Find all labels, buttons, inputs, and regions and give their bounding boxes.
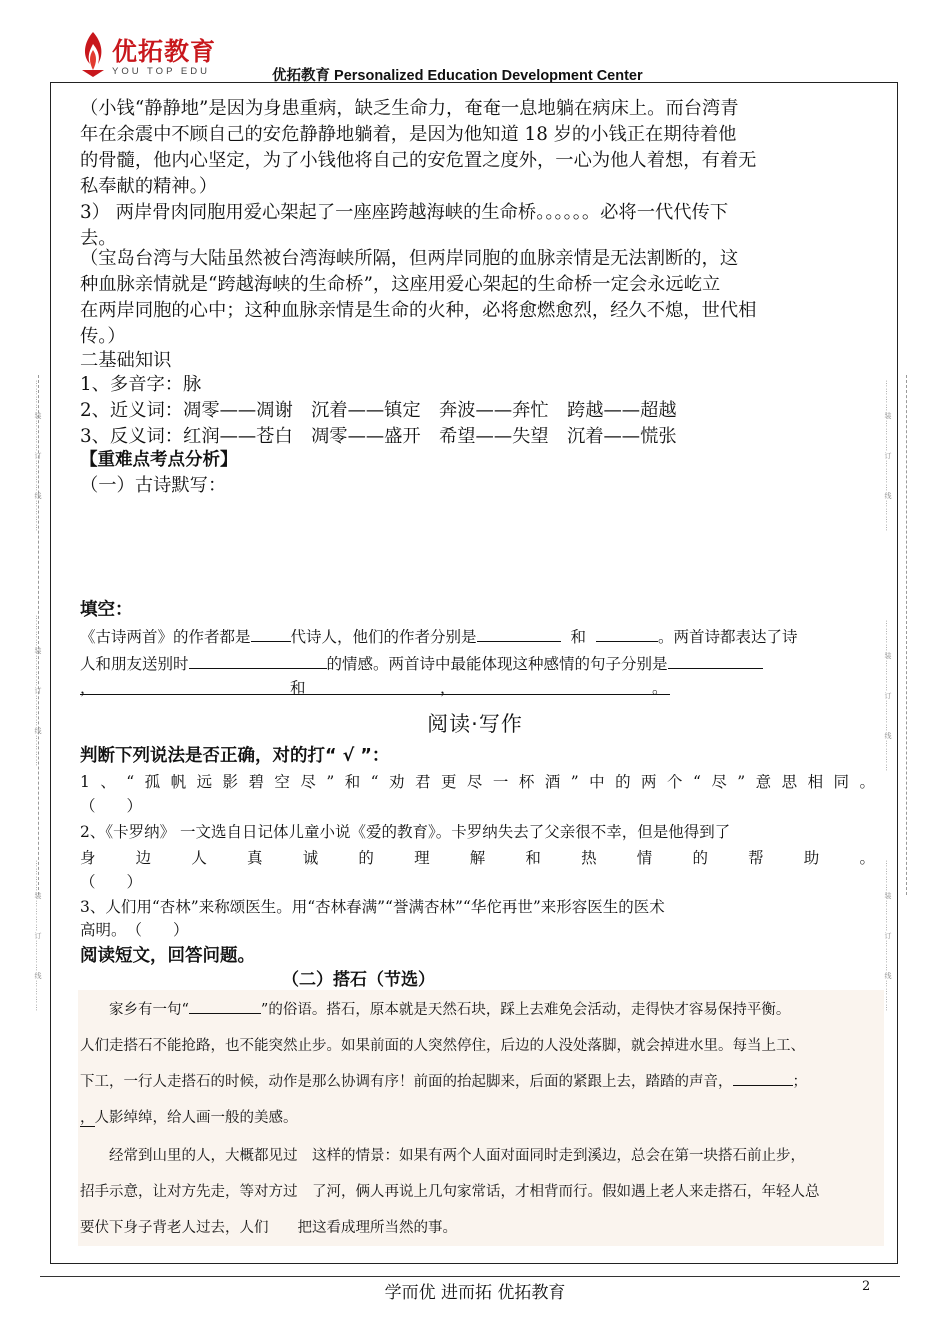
text-line: 种血脉亲情就是“跨越海峡的生命桥”，这座用爱心架起的生命桥一定会永远屹立 bbox=[80, 274, 721, 295]
fill-text: 《古诗两首》的作者都是 bbox=[80, 628, 251, 646]
fill-text: 。 bbox=[652, 679, 668, 697]
brand-logo bbox=[78, 28, 238, 84]
footer-rule bbox=[40, 1276, 900, 1277]
flame-logo-icon bbox=[78, 28, 108, 78]
passage-text: ； bbox=[792, 1074, 807, 1090]
fill-heading: 填空： bbox=[80, 600, 133, 620]
answer-blank[interactable] bbox=[596, 623, 658, 642]
answer-blank[interactable] bbox=[251, 623, 291, 642]
binding-label-right-3: …………装…………订…………线………… bbox=[884, 860, 892, 1012]
passage-line bbox=[80, 998, 886, 1019]
answer-blank[interactable] bbox=[189, 650, 327, 669]
judge-question-3: 3、人们用“杏林”来称颂医生。用“杏林春满”“誉满杏林”“华佗再世”来形容医生的医术 bbox=[80, 898, 665, 916]
judge-answer-paren: （ ） bbox=[80, 797, 143, 815]
fill-text: 。两首诗都表达了诗 bbox=[658, 628, 798, 646]
answer-blank[interactable] bbox=[189, 999, 261, 1014]
text-line: 私奉献的精神。） bbox=[80, 176, 218, 197]
passage-line: 要伏下身子背老人过去，人们 把这看成理所当然的事。 bbox=[80, 1220, 457, 1236]
passage-text: 人影绰绰，给人画一般的美感。 bbox=[94, 1110, 298, 1126]
fill-text: 的情感。两首诗中最能体现这种感情的句子分别是 bbox=[326, 655, 668, 673]
answer-blank[interactable] bbox=[80, 676, 670, 695]
section-title: 阅读·写作 bbox=[427, 712, 523, 736]
judge-answer-paren: （ ） bbox=[80, 873, 143, 891]
fill-line-2 bbox=[80, 650, 875, 677]
passage-title: （二）搭石（节选） bbox=[282, 970, 435, 990]
section-heading-basics: 二基础知识 bbox=[80, 350, 172, 371]
judge-question-1: 1、“孤帆远影碧空尽”和“劝君更尽一杯酒”中的两个“尽”意思相同。 bbox=[80, 773, 875, 791]
fill-text: 代诗人，他们的作者分别是 bbox=[290, 628, 477, 646]
binding-label-left-1: …………装…………订…………线………… bbox=[34, 380, 42, 532]
reading-heading: 阅读短文，回答问题。 bbox=[80, 946, 255, 966]
passage-text: ”的俗语。搭石，原本就是天然石块，踩上去难免会活动，走得快才容易保持平衡。 bbox=[260, 1002, 791, 1018]
text-line: 1、多音字：脉 bbox=[80, 374, 202, 395]
text-line: 2、近义词：凋零——凋谢 沉着——镇定 奔波——奔忙 跨越——超越 bbox=[80, 400, 677, 421]
passage-text: 下工，一行人走搭石的时候，动作是那么协调有序！前面的抬起脚来，后面的紧跟上去，踏踏的声音， bbox=[80, 1074, 733, 1090]
fill-text: 和 bbox=[290, 679, 306, 697]
text-line: 3） 两岸骨肉同胞用爱心架起了一座座跨越海峡的生命桥。。。。。。必将一代代传下 bbox=[80, 202, 729, 223]
text-line: 去。 bbox=[80, 228, 117, 249]
fill-text: ， bbox=[80, 679, 96, 697]
text-line: 在两岸同胞的心中；这种血脉亲情是生命的火种，必将愈燃愈烈，经久不熄，世代相 bbox=[80, 300, 757, 321]
fill-line-1 bbox=[80, 623, 875, 650]
passage-text: 家乡有一句“ bbox=[80, 1002, 189, 1018]
logo-text-en: YOU TOP EDU bbox=[112, 66, 210, 77]
passage-line: 人们走搭石不能抢路，也不能突然止步。如果前面的人突然停住，后边的人没处落脚，就会掉进水里。每当上工、 bbox=[80, 1038, 805, 1054]
text-line: （宝岛台湾与大陆虽然被台湾海峡所隔，但两岸同胞的血脉亲情是无法割断的，这 bbox=[80, 248, 739, 269]
logo-text-cn: 优拓教育 bbox=[112, 37, 217, 66]
fill-text: ， bbox=[440, 679, 456, 697]
answer-blank[interactable] bbox=[733, 1071, 793, 1086]
header-title: 优拓教育 Personalized Education Development Center bbox=[272, 68, 643, 84]
judge-heading: 判断下列说法是否正确，对的打“ √ ”： bbox=[80, 746, 390, 766]
passage-line bbox=[80, 1070, 886, 1091]
poem-heading: （一）古诗默写： bbox=[80, 475, 227, 496]
analysis-heading: 【重难点考点分析】 bbox=[80, 450, 238, 470]
passage-line bbox=[80, 1106, 886, 1127]
binding-label-left-2: …………装…………订…………线………… bbox=[34, 615, 42, 767]
text-line: 传。） bbox=[80, 326, 126, 347]
page-number: 2 bbox=[862, 1279, 871, 1294]
passage-line: 经常到山里的人，大概都见过 这样的情景：如果有两个人面对面同时走到溪边，总会在第一块搭石前止步， bbox=[80, 1148, 805, 1164]
binding-label-left-3: …………装…………订…………线………… bbox=[34, 860, 42, 1012]
judge-question-2-cont: 身边人真诚的理解和热情的帮助。 bbox=[80, 849, 875, 867]
passage-line: 招手示意，让对方先走，等对方过 了河，俩人再说上几句家常话，才相背而行。假如遇上老人来走搭石，年轻人总 bbox=[80, 1184, 820, 1200]
binding-line-right bbox=[906, 375, 917, 895]
judge-question-3-cont: 高明。 （ ） bbox=[80, 921, 189, 939]
answer-blank[interactable] bbox=[477, 623, 561, 642]
binding-label-right-1: …………装…………订…………线………… bbox=[884, 380, 892, 532]
fill-text: 人和朋友送别时 bbox=[80, 655, 189, 673]
text-line: 的骨髓，他内心坚定，为了小钱他将自己的安危置之度外，一心为他人着想，有着无 bbox=[80, 150, 757, 171]
answer-blank[interactable] bbox=[668, 650, 763, 669]
text-line: 年在余震中不顾自己的安危静静地躺着，是因为他知道 18 岁的小钱正在期待着他 bbox=[80, 124, 737, 145]
passage-text: ， bbox=[80, 1110, 95, 1126]
fill-text: 和 bbox=[570, 628, 587, 646]
judge-question-2: 2、《卡罗纳》 一文选自日记体儿童小说《爱的教育》。卡罗纳失去了父亲很不幸，但是他得到了 bbox=[80, 823, 731, 841]
text-line: （小钱“静静地”是因为身患重病，缺乏生命力，奄奄一息地躺在病床上。而台湾青 bbox=[80, 98, 739, 119]
footer-slogan: 学而优 进而拓 优拓教育 bbox=[384, 1283, 566, 1303]
text-line: 3、反义词：红润——苍白 凋零——盛开 希望——失望 沉着——慌张 bbox=[80, 426, 677, 447]
binding-label-right-2: …………装…………订…………线………… bbox=[884, 620, 892, 772]
